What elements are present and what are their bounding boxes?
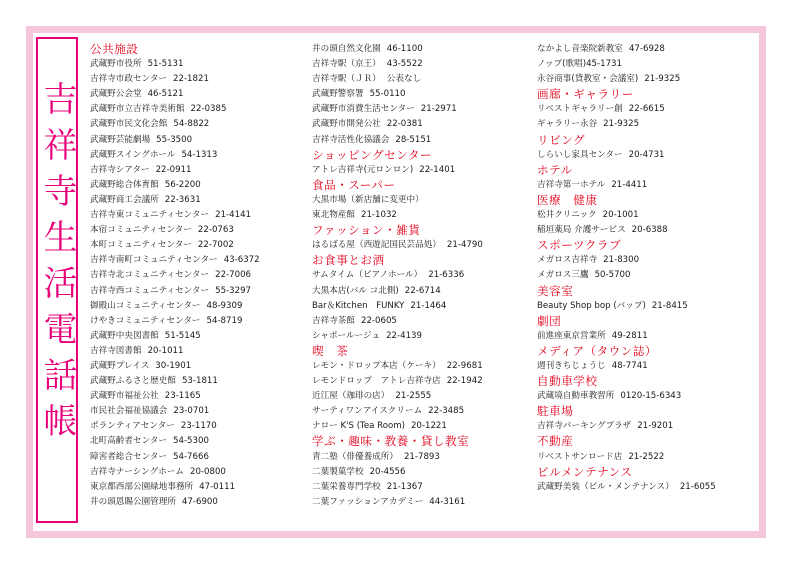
- directory-entry: [90, 359, 300, 374]
- entry-phone: 21-8415: [651, 300, 688, 311]
- entry-phone: 21-7893: [403, 451, 440, 462]
- entry-name: 近江屋（珈琲の店）: [312, 391, 390, 402]
- directory-entry: [90, 284, 300, 299]
- entry-name: 前進座東京営業所: [537, 330, 606, 341]
- category-heading: 画廊・ギャラリー: [537, 87, 634, 102]
- entry-phone: 22-7006: [215, 270, 252, 281]
- entry-phone: 20-4556: [369, 466, 406, 477]
- entry-name: ナロー K'S (Tea Room): [312, 421, 405, 432]
- entry-name: 武蔵野市開発公社: [312, 119, 381, 130]
- directory-entry: [90, 314, 300, 329]
- directory-entry: [312, 87, 524, 102]
- directory-entry: [312, 133, 524, 148]
- entry-phone: 20-0800: [189, 466, 226, 477]
- category-heading: 公共施設: [90, 42, 139, 56]
- entry-phone: 21-2555: [395, 391, 432, 402]
- directory-entry: [537, 57, 759, 72]
- entry-phone: 54-7666: [173, 451, 209, 462]
- entry-phone: 21-2971: [420, 104, 457, 115]
- entry-name: 武蔵野美装（ビル・メンテナンス）: [537, 481, 674, 492]
- directory-entry: [90, 434, 300, 449]
- directory-entry: [312, 389, 524, 404]
- entry-phone: 54-5300: [173, 436, 209, 447]
- entry-phone: 47-0111: [199, 481, 236, 492]
- directory-entry: [90, 133, 300, 148]
- directory-entry: [312, 419, 524, 434]
- directory-entry: [537, 148, 759, 163]
- page-title: 吉祥寺生活電話帳: [37, 81, 77, 449]
- entry-name: 吉祥寺ナーシングホーム: [90, 466, 184, 477]
- entry-name: 武蔵野プレイス: [90, 360, 150, 371]
- entry-phone: 22-0763: [197, 225, 234, 236]
- directory-entry: [537, 359, 759, 374]
- directory-entry: [537, 72, 759, 87]
- directory-entry: [90, 87, 300, 102]
- entry-phone: 22-7002: [197, 240, 234, 251]
- directory-entry: [312, 359, 524, 374]
- entry-name: 武蔵野市福祉公社: [90, 391, 159, 402]
- directory-entry: [312, 314, 524, 329]
- entry-name: レモンドロップ アトレ吉祥寺店: [312, 376, 441, 387]
- entry-phone: 0120-15-6343: [620, 391, 682, 402]
- entry-name: ノップ(歌唱)45-1731: [537, 59, 622, 70]
- directory-entry: [312, 450, 524, 465]
- category-heading: 劇団: [537, 313, 562, 328]
- entry-name: 吉祥寺パーキングプラザ: [537, 421, 632, 432]
- entry-name: 北町高齢者センター: [90, 436, 168, 447]
- directory-entry: [312, 102, 524, 117]
- entry-phone: 53-1811: [181, 376, 218, 387]
- entry-name: 武蔵野総合体育館: [90, 179, 159, 190]
- entry-name: 二葉栄養専門学校: [312, 481, 381, 492]
- entry-name: 吉祥寺東コミュニティセンター: [90, 210, 210, 221]
- category-heading: 美容室: [537, 283, 574, 298]
- category-heading: ショッピングセンター: [312, 147, 433, 162]
- entry-name: 大黒市場（新店舗に変更中）: [312, 194, 424, 205]
- entry-name: はるばる屋（西遊記国民芸品処）: [312, 240, 441, 251]
- directory-entry: [90, 299, 300, 314]
- directory-entry: [90, 268, 300, 283]
- entry-name: リベストサンロード店: [537, 451, 623, 462]
- entry-phone: 20-4731: [628, 149, 665, 160]
- entry-phone: 22-0605: [360, 315, 397, 326]
- directory-entry: [537, 42, 759, 57]
- entry-phone: 22-9681: [446, 360, 483, 371]
- entry-phone: 54-8719: [206, 315, 243, 326]
- entry-name: 武蔵野商工会議所: [90, 194, 159, 205]
- entry-name: 吉祥寺西コミュニティセンター: [90, 285, 210, 296]
- directory-entry: [90, 117, 300, 132]
- entry-name: シャポールージュ: [312, 330, 381, 341]
- entry-phone: 21-1464: [410, 300, 447, 311]
- entry-phone: 21-9325: [603, 119, 640, 130]
- entry-phone: 22-3631: [164, 194, 201, 205]
- category-heading: 不動産: [537, 434, 574, 449]
- directory-entry: [312, 329, 524, 344]
- entry-phone: 20-1221: [410, 421, 447, 432]
- category-heading: 学ぶ・趣味・教養・貸し教室: [312, 434, 470, 449]
- entry-phone: 20-1011: [147, 345, 184, 356]
- directory-entry: [90, 374, 300, 389]
- entry-name: けやきコミュニティセンター: [90, 315, 201, 326]
- entry-name: リベストギャラリー創: [537, 104, 623, 115]
- entry-name: 二葉ファッションアカデミー: [312, 496, 424, 507]
- entry-name: 井の頭恩賜公園管理所: [90, 496, 176, 507]
- entry-name: Bar＆Kitchen FUNKY: [312, 300, 405, 311]
- directory-entry: [312, 404, 524, 419]
- entry-phone: 55-0110: [369, 89, 406, 100]
- directory-entry: [90, 465, 300, 480]
- entry-phone: 22-4139: [386, 330, 422, 341]
- directory-column-1: [90, 42, 300, 510]
- entry-phone: 47-6900: [181, 496, 218, 507]
- entry-name: 武蔵野市立吉祥寺美術館: [90, 104, 185, 115]
- entry-phone: 23-1170: [180, 421, 217, 432]
- entry-name: 御殿山コミュニティセンター: [90, 300, 201, 311]
- entry-name: メガロス吉祥寺: [537, 255, 598, 266]
- entry-phone: 21-2522: [628, 451, 665, 462]
- category-heading: リビング: [537, 132, 586, 147]
- directory-entry: [537, 178, 759, 193]
- entry-phone: 23-1165: [164, 391, 201, 402]
- directory-entry: [537, 329, 759, 344]
- directory-entry: [312, 42, 524, 57]
- entry-name: サムタイム（ピアノホール）: [312, 270, 423, 281]
- entry-phone: 55-3500: [156, 134, 193, 145]
- entry-phone: 22-3485: [428, 406, 465, 417]
- directory-entry: [90, 223, 300, 238]
- category-heading: 喫 茶: [312, 343, 349, 358]
- entry-name: 吉祥寺茶館: [312, 315, 355, 326]
- entry-phone: 47-6928: [628, 44, 665, 54]
- directory-entry: [90, 344, 300, 359]
- directory-entry: [312, 299, 524, 314]
- entry-phone: 43-5522: [386, 59, 423, 70]
- directory-entry: [537, 253, 759, 268]
- entry-name: 青二塾（俳優養成所）: [312, 451, 398, 462]
- entry-name: 武蔵野公会堂: [90, 89, 142, 100]
- category-heading: 自動車学校: [537, 374, 598, 389]
- entry-phone: 21-8300: [603, 255, 640, 266]
- entry-name: 吉祥寺南町コミュニティセンター: [90, 255, 218, 266]
- entry-name: しらいし家具センター: [537, 149, 623, 160]
- entry-name: 障害者総合センター: [90, 451, 168, 462]
- directory-entry: [537, 389, 759, 404]
- entry-name: 二葉製菓学校: [312, 466, 364, 477]
- entry-name: なかよし音楽院新教室: [537, 44, 623, 54]
- entry-phone: 50-5700: [594, 270, 631, 281]
- entry-phone: 46-1100: [386, 44, 423, 54]
- entry-name: 武蔵野ふるさと歴史館: [90, 376, 176, 387]
- directory-entry: [90, 72, 300, 87]
- entry-phone: 公表なし: [386, 74, 422, 85]
- entry-name: 吉祥寺図書館: [90, 345, 142, 356]
- category-heading: メディア（タウン誌）: [537, 343, 658, 358]
- directory-entry: [90, 480, 300, 495]
- entry-phone: 22-0911: [155, 164, 192, 175]
- entry-phone: 21-4141: [215, 210, 252, 221]
- entry-phone: 21-6055: [679, 481, 716, 492]
- entry-name: 本宿コミュニティセンター: [90, 225, 192, 236]
- entry-phone: 22-0385: [190, 104, 227, 115]
- entry-phone: 44-3161: [429, 496, 466, 507]
- category-heading: スポーツクラブ: [537, 238, 622, 253]
- entry-phone: 22-1821: [173, 74, 209, 85]
- directory-entry: [90, 404, 300, 419]
- directory-column-3: [537, 42, 759, 495]
- category-heading: お食事とお酒: [312, 253, 385, 268]
- entry-phone: 20-6388: [631, 225, 668, 236]
- entry-phone: 51-5131: [147, 59, 184, 70]
- entry-phone: 21-6336: [428, 270, 465, 281]
- directory-entry: [90, 163, 300, 178]
- entry-name: 武蔵野スイングホール: [90, 149, 176, 160]
- directory-entry: [312, 117, 524, 132]
- entry-phone: 22-6714: [404, 285, 441, 296]
- entry-phone: 51-5145: [164, 330, 201, 341]
- entry-phone: 20-1001: [602, 210, 639, 221]
- entry-phone: 48-9309: [206, 300, 243, 311]
- entry-phone: 46-5121: [147, 89, 184, 100]
- directory-entry: [537, 450, 759, 465]
- entry-phone: 28-5151: [395, 134, 432, 145]
- directory-entry: [312, 268, 524, 283]
- entry-phone: 48-7741: [611, 360, 648, 371]
- entry-phone: 30-1901: [155, 360, 192, 371]
- directory-entry: [90, 148, 300, 163]
- entry-phone: 22-1401: [419, 164, 456, 175]
- entry-name: サーティワンアイスクリーム: [312, 406, 423, 417]
- directory-entry: [537, 117, 759, 132]
- directory-entry: [312, 480, 524, 495]
- directory-entry: [90, 253, 300, 268]
- entry-name: 武蔵境自動車教習所: [537, 391, 615, 402]
- entry-phone: 21-1032: [360, 210, 397, 221]
- entry-name: 吉祥寺活性化協議会: [312, 134, 390, 145]
- entry-name: 武蔵野中央図書館: [90, 330, 159, 341]
- category-heading: 医療 健康: [537, 192, 598, 207]
- entry-phone: 55-3297: [215, 285, 252, 296]
- entry-name: 大黒本店(バル コ北側): [312, 285, 399, 296]
- directory-entry: [312, 72, 524, 87]
- directory-entry: [90, 495, 300, 510]
- entry-name: 吉祥寺駅（ＪＲ）: [312, 74, 381, 85]
- directory-entry: [537, 419, 759, 434]
- entry-phone: 43-6372: [223, 255, 260, 266]
- entry-name: 吉祥寺駅（京王）: [312, 59, 381, 70]
- entry-name: 吉祥寺市政センター: [90, 74, 168, 85]
- entry-name: メガロス三鷹: [537, 270, 589, 281]
- category-heading: 食品・スーパー: [312, 177, 396, 192]
- directory-entry: [537, 223, 759, 238]
- entry-phone: 23-0701: [173, 406, 210, 417]
- entry-name: 本町コミュニティセンター: [90, 240, 192, 251]
- entry-name: 武蔵野市民文化会館: [90, 119, 168, 130]
- category-heading: ファッション・雑貨: [312, 223, 421, 238]
- entry-name: 吉祥寺北コミュニティセンター: [90, 270, 210, 281]
- entry-phone: 21-4790: [446, 240, 483, 251]
- directory-entry: [312, 238, 524, 253]
- entry-phone: 21-1367: [386, 481, 423, 492]
- entry-name: ボランティアセンター: [90, 421, 175, 432]
- entry-name: 武蔵野市消費生活センター: [312, 104, 415, 115]
- directory-entry: [537, 208, 759, 223]
- entry-phone: 22-6615: [628, 104, 665, 115]
- entry-name: 吉祥寺第一ホテル: [537, 179, 606, 190]
- entry-phone: 22-1942: [446, 376, 483, 387]
- directory-entry: [90, 389, 300, 404]
- category-heading: ホテル: [537, 162, 573, 177]
- entry-name: レモン・ドロップ本店（ケーキ）: [312, 360, 441, 371]
- title-box: [36, 37, 78, 523]
- entry-name: 稲垣薬局 介護サービス: [537, 225, 626, 236]
- entry-name: ギャラリー永谷: [537, 119, 598, 130]
- entry-name: 東京都西部公園緑地事務所: [90, 481, 194, 492]
- entry-name: 市民社会福祉協議会: [90, 406, 168, 417]
- directory-entry: [537, 299, 759, 314]
- directory-entry: [312, 208, 524, 223]
- directory-entry: [312, 193, 524, 208]
- entry-name: 週刊きちじょうじ: [537, 360, 606, 371]
- directory-entry: [90, 450, 300, 465]
- directory-entry: [312, 284, 524, 299]
- directory-entry: [90, 102, 300, 117]
- category-heading: 駐車場: [537, 404, 574, 419]
- entry-name: 武蔵野警察署: [312, 89, 364, 100]
- directory-entry: [537, 268, 759, 283]
- entry-phone: 21-9325: [644, 74, 681, 85]
- category-heading: ビルメンテナンス: [537, 464, 633, 479]
- entry-phone: 21-9201: [637, 421, 674, 432]
- entry-phone: 56-2200: [164, 179, 201, 190]
- entry-name: 井の頭自然文化園: [312, 44, 381, 54]
- entry-phone: 54-1313: [181, 149, 218, 160]
- entry-name: 武蔵野芸能劇場: [90, 134, 151, 145]
- entry-name: 松井クリニック: [537, 210, 597, 221]
- entry-name: 吉祥寺シアター: [90, 164, 150, 175]
- directory-entry: [312, 57, 524, 72]
- directory-entry: [90, 193, 300, 208]
- entry-name: 永谷商事(貸教室・会議室): [537, 74, 639, 85]
- entry-phone: 22-0381: [386, 119, 423, 130]
- directory-entry: [90, 419, 300, 434]
- entry-phone: 54-8822: [173, 119, 210, 130]
- entry-phone: 21-4411: [611, 179, 648, 190]
- directory-entry: [90, 329, 300, 344]
- directory-entry: [90, 57, 300, 72]
- entry-phone: 49-2811: [611, 330, 648, 341]
- directory-entry: [90, 208, 300, 223]
- directory-entry: [537, 480, 759, 495]
- entry-name: アトレ吉祥寺(元ロンロン): [312, 164, 414, 175]
- directory-entry: [90, 238, 300, 253]
- directory-entry: [312, 495, 524, 510]
- directory-entry: [312, 163, 524, 178]
- entry-name: Beauty Shop bop (バップ): [537, 300, 646, 311]
- directory-entry: [312, 374, 524, 389]
- entry-name: 東北物産館: [312, 210, 355, 221]
- directory-entry: [537, 102, 759, 117]
- entry-name: 武蔵野市役所: [90, 59, 142, 70]
- directory-entry: [90, 178, 300, 193]
- directory-column-2: [312, 42, 524, 510]
- directory-entry: [312, 465, 524, 480]
